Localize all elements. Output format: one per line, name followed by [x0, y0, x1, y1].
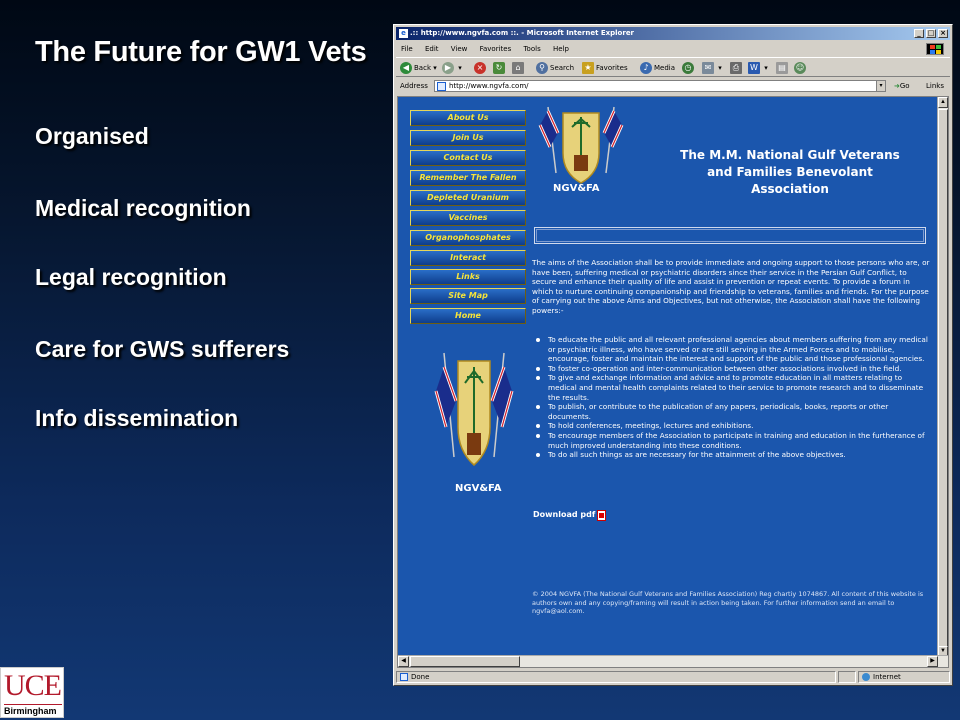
nav-contact-us[interactable]: Contact Us [410, 150, 526, 166]
forward-button[interactable]: ▶ ▾ [442, 61, 462, 75]
links-button[interactable]: Links [926, 82, 944, 90]
print-icon: ⎙ [730, 62, 742, 74]
favorites-button[interactable] [582, 61, 628, 75]
menu-edit[interactable]: Edit [424, 45, 439, 53]
back-label: Back [414, 64, 431, 72]
bullet-info-dissemination: Info dissemination [35, 405, 239, 431]
list-item-text: To foster co-operation and inter-communication between other associations involved in the field. [548, 363, 902, 373]
powers-list [548, 335, 933, 460]
uce-logo [0, 667, 64, 718]
menu-bar [396, 42, 950, 56]
browser-title-text: .:: http://www.ngvfa.com ::. - Microsoft Internet Explorer [410, 29, 635, 37]
go-arrow-icon: ➜ [894, 82, 900, 90]
crest-label-top: NGV&FA [553, 183, 600, 194]
media-button[interactable] [640, 61, 675, 75]
minimize-button[interactable]: _ [914, 29, 924, 38]
site-title-line-3: Association [751, 182, 829, 196]
messenger-button[interactable] [794, 61, 808, 75]
news-marquee [534, 227, 926, 244]
list-item [548, 373, 933, 402]
media-label: Media [654, 64, 676, 72]
uce-logo-text: UCE [4, 669, 61, 702]
word-edit-icon: W [748, 62, 760, 74]
edit-button[interactable]: W ▾ [748, 61, 768, 75]
forward-arrow-icon: ▶ [442, 62, 454, 74]
list-item-text: To give and exchange information and advice and to promote education in all matters relating to medical and mental health complaints related to their service to promote research and to disseminate the results. [548, 373, 924, 402]
bullet-medical-recognition: Medical recognition [35, 195, 251, 221]
union-flag-right [604, 107, 622, 173]
status-page-icon [400, 673, 408, 681]
search-icon: ⚲ [536, 62, 548, 74]
scroll-up-icon[interactable]: ▲ [938, 97, 948, 108]
status-text-cell [396, 671, 836, 683]
go-button[interactable] [894, 78, 910, 94]
internet-globe-icon [862, 673, 870, 681]
slide-title: The Future for GW1 Vets [35, 36, 367, 68]
discuss-icon: ▤ [776, 62, 788, 74]
crest-emblem-top [536, 103, 626, 193]
mail-icon: ✉ [702, 62, 714, 74]
download-pdf-label: Download pdf [533, 510, 596, 519]
menu-help[interactable]: Help [552, 45, 569, 53]
list-item-text: To educate the public and all relevant professional agencies about members suffering from any medical or psychiatric illness, who have served or are still serving in the Armed Forces and to mobilise, encourage, foster and maintain the interest and support of the public and those professional agencies. [548, 335, 928, 364]
address-label: Address [400, 82, 428, 90]
site-title [640, 147, 940, 198]
crest-label-side: NGV&FA [455, 483, 502, 494]
page-icon [437, 82, 446, 91]
status-bar [396, 670, 950, 684]
nav-links[interactable]: Links [410, 269, 526, 285]
pdf-icon [597, 510, 606, 521]
site-title-line-1: The M.M. National Gulf Veterans [680, 148, 900, 162]
search-button[interactable] [536, 61, 574, 75]
close-button[interactable]: × [938, 29, 948, 38]
ie-icon: e [399, 29, 408, 38]
vertical-scrollbar[interactable] [937, 97, 948, 657]
page-viewport [397, 96, 949, 668]
horizontal-scroll-thumb[interactable] [410, 656, 520, 667]
list-item [548, 421, 933, 431]
browser-window [393, 24, 953, 686]
search-label: Search [550, 64, 575, 72]
maximize-button[interactable]: □ [927, 29, 935, 37]
go-label: Go [899, 82, 910, 90]
union-flag-side-left [436, 353, 456, 457]
nav-home[interactable]: Home [410, 308, 526, 324]
address-input[interactable] [434, 80, 886, 92]
site-title-line-2: and Families Benevolant [707, 165, 873, 179]
back-button[interactable]: ◀ Back ▾ [400, 61, 437, 75]
list-item-text: To encourage members of the Association to participate in training and education in the furtherance of much improved understanding into these conditions. [548, 430, 925, 450]
back-arrow-icon: ◀ [400, 62, 412, 74]
menu-file[interactable]: File [401, 45, 413, 53]
nav-vaccines[interactable]: Vaccines [410, 210, 526, 226]
bullet-care-gws: Care for GWS sufferers [35, 336, 290, 362]
list-item-text: To publish, or contribute to the publication of any papers, periodicals, books, reports or other documents. [548, 402, 889, 421]
list-item [548, 431, 933, 450]
media-icon: ♪ [640, 62, 652, 74]
menu-view[interactable]: View [450, 45, 468, 53]
list-item-text: To hold conferences, meetings, lectures and exhibitions. [548, 421, 754, 431]
list-item-text: To do all such things as are necessary for the attainment of the above objectives. [548, 450, 846, 460]
nav-site-map[interactable]: Site Map [410, 288, 526, 304]
download-pdf-link[interactable] [533, 510, 606, 521]
print-button[interactable] [730, 61, 744, 75]
browser-title-bar[interactable] [396, 27, 950, 40]
bullet-legal-recognition: Legal recognition [35, 264, 227, 290]
history-button[interactable] [682, 61, 696, 75]
scroll-down-icon[interactable]: ▼ [938, 646, 948, 657]
union-flag-left [540, 107, 558, 173]
windows-logo-icon [926, 43, 944, 55]
address-dropdown-icon[interactable]: ▾ [876, 81, 885, 91]
nav-depleted-uranium[interactable]: Depleted Uranium [410, 190, 526, 206]
refresh-icon: ↻ [493, 62, 505, 74]
nav-join-us[interactable]: Join Us [410, 130, 526, 146]
scroll-left-icon[interactable]: ◀ [398, 656, 409, 667]
home-button[interactable] [512, 61, 526, 75]
nav-interact[interactable]: Interact [410, 250, 526, 266]
bullet-organised: Organised [35, 123, 149, 149]
menu-tools[interactable]: Tools [523, 45, 541, 53]
list-item [548, 335, 933, 364]
history-icon: ◷ [682, 62, 694, 74]
list-item [548, 402, 933, 421]
scroll-right-icon[interactable]: ▶ [927, 656, 938, 667]
horizontal-scrollbar[interactable] [398, 655, 949, 667]
discuss-button[interactable] [776, 61, 790, 75]
stop-icon: × [474, 62, 486, 74]
stop-button[interactable] [474, 61, 488, 75]
home-icon: ⌂ [512, 62, 524, 74]
nav-organophosphates[interactable]: Organophosphates [410, 230, 526, 246]
messenger-icon: ☺ [795, 63, 805, 72]
copyright-notice: © 2004 NGVFA (The National Gulf Veterans and Families Association) Reg chartiy 1074867. All content of this website is authors own and any copying/framing will result in action being taken. For further information send an email to ngvfa@aol.com. [532, 590, 924, 616]
uce-logo-sub: Birmingham [4, 704, 62, 716]
address-bar [396, 78, 950, 94]
nav-about-us[interactable]: About Us [410, 110, 526, 126]
browser-toolbar [396, 57, 950, 77]
list-item [548, 364, 933, 374]
favorites-label: Favorites [596, 64, 628, 72]
status-text: Done [411, 673, 430, 681]
status-zone-cell [858, 671, 950, 683]
vertical-scroll-thumb[interactable] [938, 109, 948, 647]
menu-favorites[interactable]: Favorites [479, 45, 512, 53]
nav-remember-the-fallen[interactable]: Remember The Fallen [410, 170, 526, 186]
list-item [548, 450, 933, 460]
refresh-button[interactable] [493, 61, 507, 75]
address-value: http://www.ngvfa.com/ [449, 82, 529, 90]
union-flag-side-right [492, 353, 512, 457]
status-zone-text: Internet [873, 673, 901, 681]
favorites-icon: ★ [582, 62, 594, 74]
crest-emblem-side [434, 347, 514, 477]
aims-paragraph: The aims of the Association shall be to provide immediate and ongoing support to those persons who are, or have been, suffering medical or psychiatric disorders since their service in the Persian Gulf Conflict, to secure and enhance their quality of life and assist in prevention or repeat events. To provide a forum in which to nurture continuing companionship and friendship to veterans, families and friends. For the purpose of carrying out the above Aims and Objectives, but not otherwise, the Association shall have the following powers:- [532, 258, 930, 315]
mail-button[interactable]: ✉ ▾ [702, 61, 722, 75]
status-lock-cell [838, 671, 856, 683]
